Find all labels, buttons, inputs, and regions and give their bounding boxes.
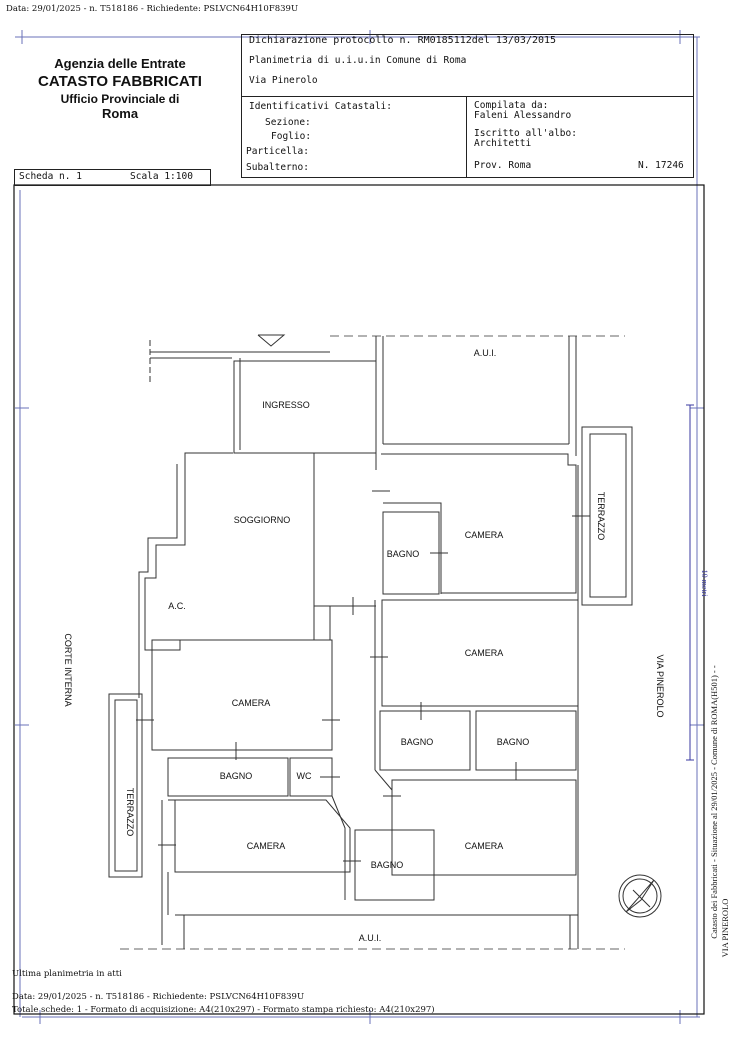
side-via-text: VIA PINEROLO: [720, 898, 730, 958]
room-ac: A.C.: [168, 601, 186, 611]
room-camera-3: CAMERA: [231, 698, 271, 708]
particella-label: Particella:: [246, 146, 309, 157]
footer-ultima: Ultima planimetria in atti: [12, 969, 122, 979]
office-city: Roma: [101, 106, 139, 121]
office-ufficio: Ufficio Provinciale di: [60, 92, 180, 106]
room-camera-4: CAMERA: [246, 841, 286, 851]
footer-data: Data: 29/01/2025 - n. T518186 - Richiedente: PSLVCN64H10F839U: [12, 992, 305, 1002]
planimetria-line: Planimetria di u.i.u.in Comune di Roma: [249, 55, 467, 66]
sezione-label: Sezione:: [265, 117, 311, 128]
room-terrazzo-right: TERRAZZO: [596, 491, 606, 541]
room-wc: WC: [296, 771, 312, 781]
top-info-line: Data: 29/01/2025 - n. T518186 - Richiedente: PSLVCN64H10F839U: [6, 4, 299, 14]
iscritto-label: Iscritto all'albo:: [474, 128, 577, 139]
room-bagno-1: BAGNO: [386, 549, 420, 559]
room-soggiorno: SOGGIORNO: [233, 515, 291, 525]
room-bagno-4: BAGNO: [219, 771, 253, 781]
scala-label: Scala 1:100: [130, 171, 193, 182]
room-aui-bottom: A.U.I.: [358, 933, 382, 943]
identificativi-label: Identificativi Catastali:: [249, 101, 392, 112]
room-camera-1: CAMERA: [464, 530, 504, 540]
scale-bar-label: 10 metri: [700, 569, 709, 597]
dichiarazione-line: Dichiarazione protocollo n. RM0185112del 13/03/2015: [249, 35, 557, 46]
provincia-label: Prov. Roma: [474, 160, 532, 171]
room-terrazzo-left: TERRAZZO: [125, 787, 135, 837]
room-bagno-2: BAGNO: [400, 737, 434, 747]
room-aui-top: A.U.I.: [473, 348, 497, 358]
room-camera-5: CAMERA: [464, 841, 504, 851]
albo-value: Architetti: [474, 138, 532, 149]
albo-number: N. 17246: [638, 160, 684, 171]
via-line: Via Pinerolo: [249, 75, 318, 86]
north-arrow-icon: [619, 875, 661, 917]
scheda-label: Scheda n. 1: [19, 171, 82, 182]
label-corte-interna: CORTE INTERNA: [63, 633, 73, 707]
compilatore-name: Faleni Alessandro: [474, 110, 572, 121]
office-catasto: CATASTO FABBRICATI: [38, 73, 202, 90]
foglio-label: Foglio:: [271, 131, 312, 142]
label-via-pinerolo: VIA PINEROLO: [655, 654, 665, 718]
room-bagno-5: BAGNO: [370, 860, 404, 870]
subalterno-label: Subalterno:: [246, 162, 309, 173]
room-bagno-3: BAGNO: [496, 737, 530, 747]
side-catasto-text: Catasto dei Fabbricati - Situazione al 29/01/2025 - Comune di ROMA(H501) - -: [709, 665, 719, 939]
room-camera-2: CAMERA: [464, 648, 504, 658]
room-ingresso: INGRESSO: [262, 400, 310, 410]
footer-totale: Totale schede: 1 - Formato di acquisizione: A4(210x297) - Formato stampa richiesto: A4(210x297): [12, 1005, 435, 1015]
office-agency: Agenzia delle Entrate: [54, 56, 186, 71]
compilata-label: Compilata da:: [474, 100, 549, 111]
